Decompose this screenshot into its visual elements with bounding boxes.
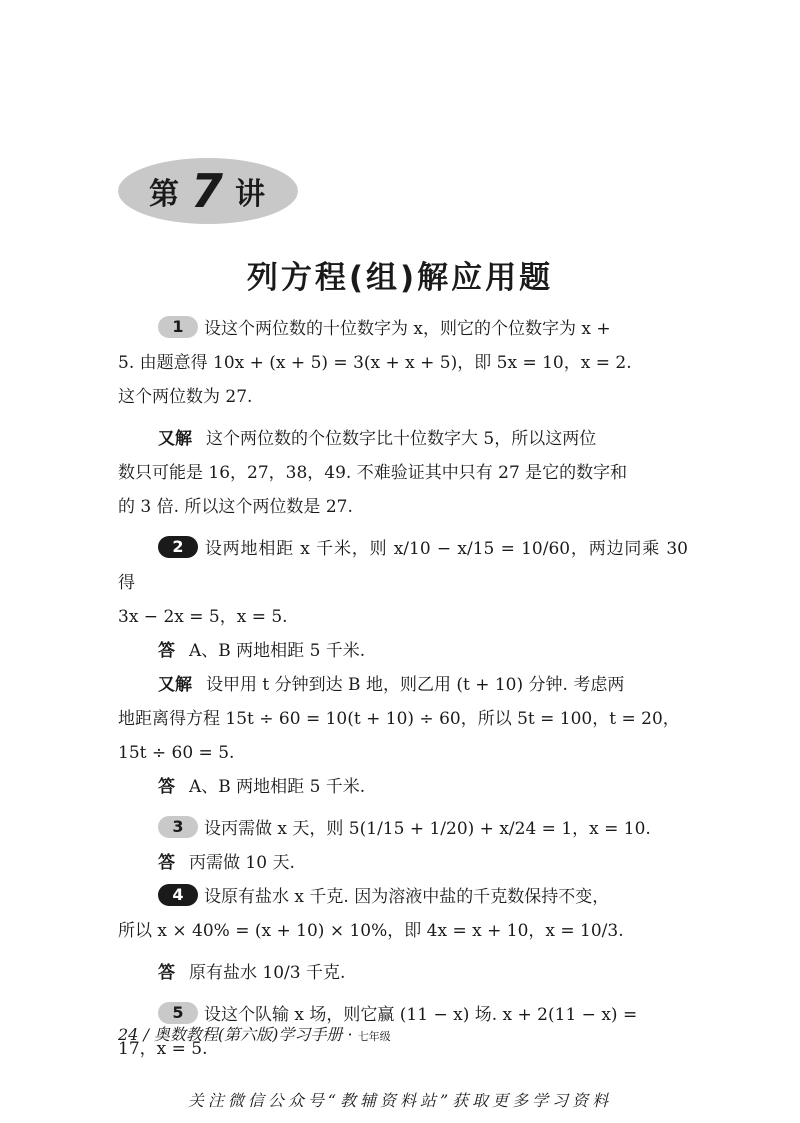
solution-1-line-3: 这个两位数为 27. xyxy=(118,387,253,407)
alt-solution-1-line-1: 又解 这个两位数的个位数字比十位数字大 5，所以这两位 xyxy=(158,429,597,449)
solution-5-line-1: 5 设这个队输 x 场，则它赢 (11 − x) 场. x + 2(11 − x) = xyxy=(118,998,688,1032)
lecture-suffix: 讲 xyxy=(235,177,267,212)
answer-2: 答 A、B 两地相距 5 千米. xyxy=(158,641,366,661)
alt-solution-2-line-1: 又解 设甲用 t 分钟到达 B 地，则乙用 (t + 10) 分钟. 考虑两 xyxy=(158,675,625,695)
answer-keyword: 答 xyxy=(158,963,175,983)
solution-3-line-1: 3 设丙需做 x 天，则 5(1/15 + 1/20) + x/24 = 1，x = 10. xyxy=(118,812,688,846)
answer-keyword: 答 xyxy=(158,777,175,797)
solution-5-line-2: 17，x = 5. xyxy=(118,1039,208,1059)
answer-keyword: 答 xyxy=(158,641,175,661)
footer-grade: 七年级 xyxy=(357,1030,391,1043)
page-footer xyxy=(118,1022,391,1045)
page-title: 列方程(组)解应用题 xyxy=(246,260,554,296)
lecture-prefix: 第 xyxy=(148,177,181,212)
problem-label-5: 5 xyxy=(158,1002,198,1024)
alt-solution-2-line-2: 地距离得方程 15t ÷ 60 = 10(t + 10) ÷ 60，所以 5t = 100，t = 20， xyxy=(118,709,680,729)
alt-answer-2: 答 A、B 两地相距 5 千米. xyxy=(158,777,366,797)
footer-text: 24 / 奥数教程(第六版)学习手册 · xyxy=(118,1025,353,1044)
problem-label-2: 2 xyxy=(158,536,198,558)
alt-solution-1-line-2: 数只可能是 16，27，38，49. 不难验证其中只有 27 是它的数字和 xyxy=(118,463,628,483)
alt-keyword: 又解 xyxy=(158,429,192,449)
solution-4-line-2: 所以 x × 40% = (x + 10) × 10%，即 4x = x + 10，x = 10/3. xyxy=(118,921,624,941)
alt-keyword: 又解 xyxy=(158,675,192,695)
watermark-text: 关注微信公众号“教辅资料站”获取更多学习资料 xyxy=(187,1091,613,1110)
problem-label-4: 4 xyxy=(158,884,198,906)
solution-1-line-2: 5. 由题意得 10x + (x + 5) = 3(x + x + 5)，即 5x = 10，x = 2. xyxy=(118,353,632,373)
lecture-number: 7 xyxy=(190,164,225,218)
problem-label-3: 3 xyxy=(158,816,198,838)
problem-label-1: 1 xyxy=(158,316,198,338)
alt-solution-2-line-3: 15t ÷ 60 = 5. xyxy=(118,743,235,763)
solutions-body xyxy=(118,312,688,1066)
solution-2-line-1: 2 设两地相距 x 千米，则 x/10 − x/15 = 10/60，两边同乘 30 得 xyxy=(118,537,688,593)
answer-3: 答 丙需做 10 天. xyxy=(158,853,295,873)
answer-4: 答 原有盐水 10/3 千克. xyxy=(158,963,346,983)
alt-solution-1-line-3: 的 3 倍. 所以这个两位数是 27. xyxy=(118,497,353,517)
solution-2-line-2: 3x − 2x = 5，x = 5. xyxy=(118,607,288,627)
lecture-badge xyxy=(118,158,298,224)
solution-1-line-1: 1 设这个两位数的十位数字为 x，则它的个位数字为 x + xyxy=(118,312,688,346)
answer-keyword: 答 xyxy=(158,853,175,873)
solution-4-line-1: 4 设原有盐水 x 千克. 因为溶液中盐的千克数保持不变， xyxy=(118,880,688,914)
